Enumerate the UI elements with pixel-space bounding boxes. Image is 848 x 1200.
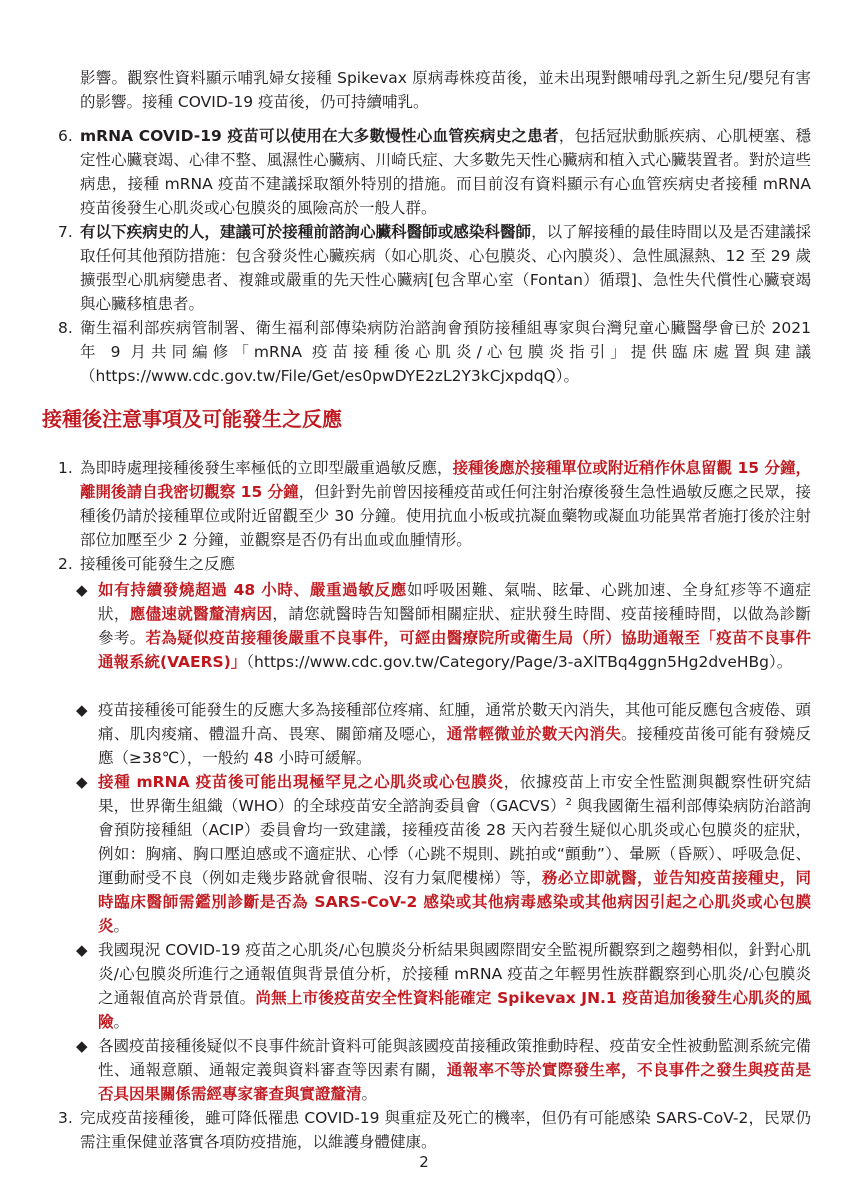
emphasis-text: 有以下疾病史的人，建議可於接種前諮詢心臟科醫師或感染科醫師 [80,223,532,241]
item-text: 如呼吸困難、氣喘、眩暈、心跳加速、全身紅疹等不適症狀， [98,581,811,623]
bullet-item-3 [98,770,811,938]
warning-text: 如有持續發燒超過 48 小時、嚴重過敏反應 [98,581,407,599]
list-number: 7. [58,223,73,241]
list-number: 6. [58,127,73,145]
footnote-reference: 2 [565,796,572,808]
warning-text: 應儘速就醫釐清病因 [129,605,273,623]
item-text: ，請您就醫時告知醫師相關症狀、症狀發生時間、疫苗接種時間，以做為診斷參考。 [98,605,811,647]
item-text: 。 [113,1013,130,1031]
item-text: 衛生福利部疾病管制署、衛生福利部傳染病防治諮詢會預防接種組專家與台灣兒童心臟醫學會已於 2021 年 9 月共同編修「mRNA 疫苗接種後心肌炎/心包膜炎指引」提供臨床處置與建議（https://www.cdc.gov.tw/File/Get/es0pwDYE2zL2Y3kCjxpdqQ）。 [80,319,811,385]
list-number: 1. [58,459,73,477]
section-list-item-2 [80,552,811,576]
warning-text: 接種 mRNA 疫苗後可能出現極罕見之心肌炎或心包膜炎 [98,773,504,791]
list-number: 8. [58,319,73,337]
section-list-item-3 [80,1106,811,1154]
item-text: 為即時處理接種後發生率極低的立即型嚴重過敏反應， [80,459,453,477]
diamond-bullet-icon: ◆ [76,701,88,719]
item-text: 。 [113,917,130,935]
section-list-item-1 [80,456,811,552]
list-item-8 [80,316,811,388]
warning-text: 尚無上市後疫苗安全性資料能確定 Spikevax JN.1 疫苗追加後發生心肌炎的風險 [98,989,811,1031]
item-text: 接種後可能發生之反應 [80,555,236,573]
bullet-item-4 [98,938,811,1034]
item-text: 我國現況 COVID-19 疫苗之心肌炎/心包膜炎分析結果與國際間安全監視所觀察到之趨勢相似，針對心肌炎/心包膜炎所進行之通報值與背景值分析，於接種 mRNA 疫苗之年輕男性族群觀察到心肌炎/心包膜炎之通報值高於背景值。 [98,941,811,1007]
paragraph-text: 影響。觀察性資料顯示哺乳婦女接種 Spikevax 原病毒株疫苗後，並未出現對餵哺母乳之新生兒/嬰兒有害的影響。接種 COVID-19 疫苗後，仍可持續哺乳。 [80,69,811,111]
emphasis-text: mRNA COVID-19 疫苗可以使用在大多數慢性心血管疾病史之患者 [80,127,559,145]
warning-text: 務必立即就醫，並告知疫苗接種史，同時臨床醫師需鑑別診斷是否為 SARS-CoV-2 感染或其他病毒感染或其他病因引起之心肌炎或心包膜炎 [98,869,811,935]
warning-text: 若為疑似疫苗接種後嚴重不良事件，可經由醫療院所或衛生局（所）協助通報至「疫苗不良事件通報系統(VAERS)」 [98,629,811,671]
item-text: ，依據疫苗上市安全性監測與觀察性研究結果，世界衛生組織（WHO）的全球疫苗安全諮詢委員會（GACVS） [98,773,811,815]
item-text: 各國疫苗接種後疑似不良事件統計資料可能與該國疫苗接種政策推動時程、疫苗安全性被動監測系統完備性、通報意願、通報定義與資料審查等因素有關， [98,1037,812,1079]
diamond-bullet-icon: ◆ [76,581,88,599]
section-heading: 接種後注意事項及可能發生之反應 [42,407,342,431]
list-item-6 [80,124,811,220]
diamond-bullet-icon: ◆ [76,1037,88,1055]
bullet-item-2 [98,698,811,770]
item-text: （https://www.cdc.gov.tw/Category/Page/3-aXlTBq4ggn5Hg2dveHBg）。 [246,653,793,671]
warning-text: 接種後應於接種單位或附近稍作休息留觀 15 分鐘，離開後請自我密切觀察 15 分鐘 [80,459,811,501]
list-number: 3. [58,1109,73,1127]
bullet-item-5 [98,1034,811,1106]
item-text: ，包括冠狀動脈疾病、心肌梗塞、穩定性心臟衰竭、心律不整、風濕性心臟病、川崎氏症、大多數先天性心臟病和植入式心臟裝置者。對於這些病患，接種 mRNA 疫苗不建議採取額外特別的措施。而目前沒有資料顯示有心血管疾病史者接種 mRNA 疫苗後發生心肌炎或心包膜炎的風險高於一般人群。 [80,127,811,217]
diamond-bullet-icon: ◆ [76,773,88,791]
warning-text: 通常輕微並於數天內消失 [446,725,622,743]
item-text: 。接種疫苗後可能有發燒反應（≥38℃），一般約 48 小時可緩解。 [98,725,811,767]
item-text: 與我國衛生福利部傳染病防治諮詢會預防接種組（ACIP）委員會均一致建議，接種疫苗後 28 天內若發生疑似心肌炎或心包膜炎的症狀，例如：胸痛、胸口壓迫感或不適症狀、心悸（心跳不規則、跳拍或“顫動”）、暈厥（昏厥）、呼吸急促、運動耐受不良（例如走幾步路就會很喘、沒有力氣爬樓梯）等， [98,797,811,887]
item-text: ，以了解接種的最佳時間以及是否建議採取任何其他預防措施：包含發炎性心臟疾病（如心肌炎、心包膜炎、心內膜炎）、急性風濕熱、12 至 29 歲擴張型心肌病變患者、複雜或嚴重的先天性心臟病[包含單心室（Fontan）循環]、急性失代償性心臟衰竭與心臟移植患者。 [80,223,811,313]
warning-text: 通報率不等於實際發生率，不良事件之發生與疫苗是否具因果關係需經專家審查與實證釐清 [98,1061,811,1103]
page-number: 2 [419,1153,429,1171]
bullet-item-1 [98,578,811,674]
diamond-bullet-icon: ◆ [76,941,88,959]
item-text: ，但針對先前曾因接種疫苗或任何注射治療後發生急性過敏反應之民眾，接種後仍請於接種單位或附近留觀至少 30 分鐘。使用抗血小板或抗凝血藥物或凝血功能異常者施打後於注射部位加壓至少 2 分鐘，並觀察是否仍有出血或血腫情形。 [80,483,811,549]
continuation-paragraph [80,66,811,114]
item-text: 完成疫苗接種後，雖可降低罹患 COVID-19 與重症及死亡的機率，但仍有可能感染 SARS-CoV-2，民眾仍需注重保健並落實各項防疫措施，以維護身體健康。 [80,1109,811,1151]
list-item-7 [80,220,811,316]
item-text: 。 [361,1085,378,1103]
list-number: 2. [58,555,73,573]
item-text: 疫苗接種後可能發生的反應大多為接種部位疼痛、紅腫，通常於數天內消失，其他可能反應包含疲倦、頭痛、肌肉痠痛、體溫升高、畏寒、關節痛及噁心， [98,701,812,743]
